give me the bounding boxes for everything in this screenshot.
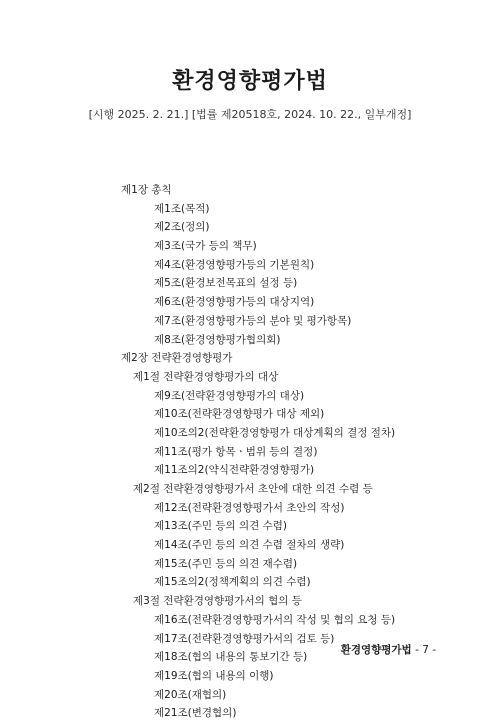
toc-article: 제18조(협의 내용의 통보기간 등) xyxy=(154,651,308,664)
toc-article: 제10조(전략환경영향평가 대상 제외) xyxy=(154,408,325,421)
toc-article: 제15조의2(정책계획의 의견 수렴) xyxy=(154,576,311,589)
toc-article: 제3조(국가 등의 책무) xyxy=(154,240,257,253)
toc-section: 제3절 전략환경영향평가서의 협의 등 xyxy=(133,595,302,608)
toc-article: 제16조(전략환경영향평가서의 작성 및 협의 요청 등) xyxy=(154,613,396,626)
toc-article: 제7조(환경영향평가등의 분야 및 평가항목) xyxy=(154,314,352,327)
toc-article: 제11조의2(약식전략환경영향평가) xyxy=(154,464,315,477)
toc-article: 제9조(전략환경영향평가의 대상) xyxy=(154,389,305,402)
toc-article: 제21조(변경협의) xyxy=(154,707,237,720)
page-footer xyxy=(341,642,436,657)
toc-chapter: 제2장 전략환경영향평가 xyxy=(121,352,233,365)
toc-article: 제2조(정의) xyxy=(154,221,210,234)
footer-law-name: 환경영향평가법 xyxy=(340,644,412,656)
footer-page-number: - 7 - xyxy=(415,644,436,656)
toc-article: 제20조(재협의) xyxy=(154,688,227,701)
toc-article: 제13조(주민 등의 의견 수렴) xyxy=(154,520,287,533)
toc-article: 제10조의2(전략환경영향평가 대상계획의 결정 절차) xyxy=(154,426,396,439)
toc-article: 제19조(협의 내용의 이행) xyxy=(154,669,274,682)
toc-chapter: 제1장 총칙 xyxy=(121,184,172,196)
toc-section: 제1절 전략환경영향평가의 대상 xyxy=(133,370,279,383)
toc-article: 제11조(평가 항목ㆍ범위 등의 결정) xyxy=(154,445,318,458)
toc-article: 제17조(전략환경영향평가서의 검토 등) xyxy=(154,632,335,645)
toc-article: 제15조(주민 등의 의견 재수렴) xyxy=(154,557,298,570)
toc-article: 제8조(환경영향평가협의회) xyxy=(154,333,281,346)
toc-article: 제12조(전략환경영향평가서 초안의 작성) xyxy=(154,501,345,514)
document-subtitle: [시행 2025. 2. 21.] [법률 제20518호, 2024. 10. 22., 일부개정] xyxy=(88,108,412,121)
toc-article: 제5조(환경보전목표의 설정 등) xyxy=(154,277,298,290)
toc-article: 제6조(환경영향평가등의 대상지역) xyxy=(154,296,315,309)
toc-article: 제14조(주민 등의 의견 수렴 절차의 생략) xyxy=(154,539,345,552)
toc-article: 제1조(목적) xyxy=(154,202,210,215)
document-title: 환경영향평가법 xyxy=(172,69,328,94)
toc-article: 제4조(환경영향평가등의 기본원칙) xyxy=(154,258,315,271)
toc-section: 제2절 전략환경영향평가서 초안에 대한 의견 수렴 등 xyxy=(133,483,373,495)
